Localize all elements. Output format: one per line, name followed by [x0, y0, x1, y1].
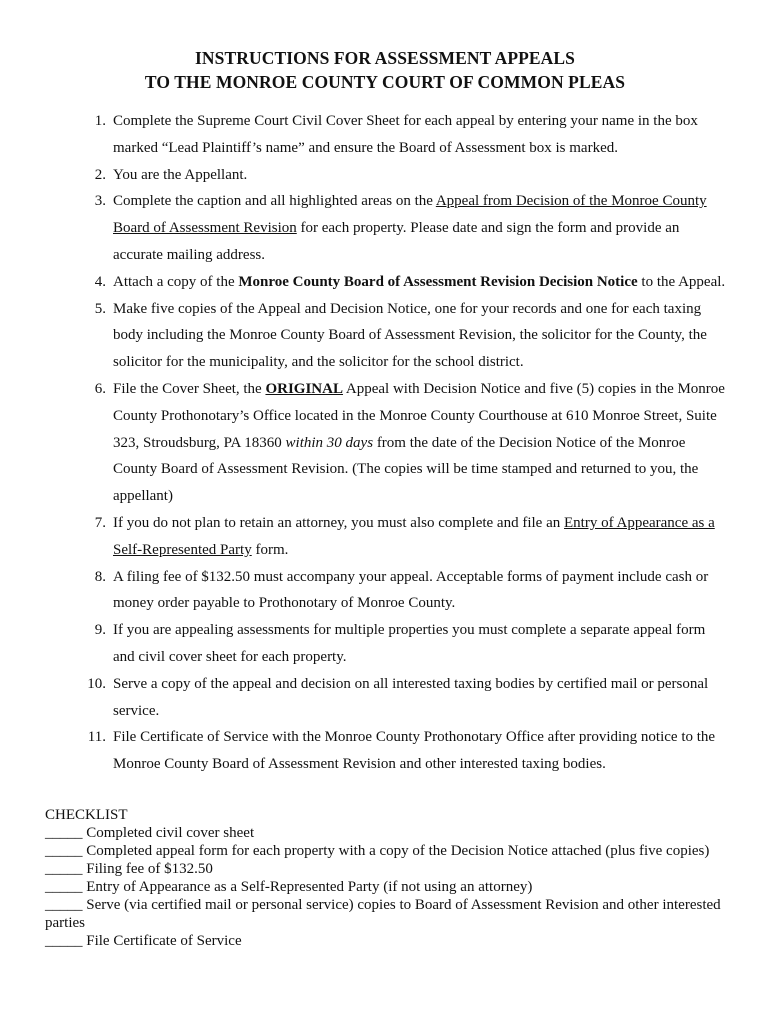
- checklist-item: [45, 932, 735, 950]
- checkbox-blank-line: _____: [45, 897, 83, 913]
- step-text: for each property. Please date and sign the form and provide an accurate mailing address.: [113, 220, 680, 263]
- instruction-step: [0, 108, 770, 162]
- checklist-item-text: Entry of Appearance as a Self-Represented Party (if not using an attorney): [86, 879, 533, 895]
- step-number: 5.: [94, 300, 106, 317]
- checklist-item: [45, 824, 735, 842]
- step-emphasis-text: Monroe County Board of Assessment Revision Decision Notice: [238, 273, 638, 290]
- page-title-line-2: TO THE MONROE COUNTY COURT OF COMMON PLEAS: [144, 72, 626, 92]
- page-title-line-1: INSTRUCTIONS FOR ASSESSMENT APPEALS: [194, 48, 576, 68]
- checklist-item-text: Serve (via certified mail or personal service) copies to Board of Assessment Revision and other interested parties: [45, 897, 721, 931]
- step-number: 7.: [94, 514, 106, 531]
- step-text: Make five copies of the Appeal and Decision Notice, one for your records and one for each taxing body including the Monroe County Board of Assessment Revision, the solicitor for the County, the solicitor for the municipality, and the solicitor for the school district.: [113, 300, 707, 371]
- instruction-step: [0, 296, 770, 376]
- checklist-item-text: Completed appeal form for each property with a copy of the Decision Notice attached (plus five copies): [86, 843, 710, 859]
- checklist-item-text: Completed civil cover sheet: [86, 825, 255, 841]
- instruction-step: [0, 188, 770, 268]
- checklist-item: [45, 878, 735, 896]
- instruction-step: [0, 376, 770, 510]
- step-text: Complete the caption and all highlighted areas on the: [113, 193, 436, 210]
- step-text: form.: [251, 541, 289, 558]
- step-number: 1.: [94, 113, 106, 129]
- step-number: 11.: [87, 729, 106, 746]
- step-text: If you are appealing assessments for multiple properties you must complete a separate appeal form and civil cover sheet for each property.: [113, 622, 706, 665]
- step-text: from the date of the Decision Notice of the Monroe County Board of Assessment Revision. (The copies will be time stamped and returned to you, the appellant): [113, 434, 699, 505]
- checkbox-blank-line: _____: [45, 861, 83, 877]
- step-number: 6.: [94, 380, 106, 397]
- step-text: File the Cover Sheet, the: [113, 380, 266, 397]
- checklist-item-text: File Certificate of Service: [86, 933, 242, 949]
- step-text: Complete the Supreme Court Civil Cover Sheet for each appeal by entering your name in the box marked “Lead Plaintiff’s name” and ensure the Board of Assessment box is marked.: [113, 113, 698, 156]
- step-number: 2.: [94, 166, 106, 183]
- instruction-steps-list: [0, 108, 770, 778]
- instruction-step: [0, 671, 770, 725]
- step-text: A filing fee of $132.50 must accompany your appeal. Acceptable forms of payment include cash or money order payable to Prothonotary of Monroe County.: [113, 568, 709, 612]
- instruction-step: [0, 510, 770, 564]
- instruction-step: [0, 617, 770, 671]
- checklist-item-text: Filing fee of $132.50: [86, 861, 213, 877]
- checklist-items: [45, 824, 735, 950]
- checklist-item: [45, 860, 735, 878]
- checklist-heading: CHECKLIST: [45, 807, 128, 823]
- step-text: You are the Appellant.: [113, 166, 248, 183]
- checkbox-blank-line: _____: [45, 843, 83, 859]
- step-number: 4.: [94, 273, 106, 290]
- step-text: to the Appeal.: [637, 273, 726, 290]
- step-number: 3.: [94, 193, 106, 210]
- step-text: If you do not plan to retain an attorney, you must also complete and file an: [113, 514, 564, 531]
- checkbox-blank-line: _____: [45, 933, 83, 949]
- step-emphasis-text: within 30 days: [285, 434, 374, 451]
- checklist: [45, 806, 735, 950]
- step-text: File Certificate of Service with the Monroe County Prothonotary Office after providing notice to the Monroe County Board of Assessment Revision and other interested taxing bodies.: [113, 729, 716, 773]
- step-number: 9.: [94, 622, 106, 639]
- step-text: Attach a copy of the: [113, 273, 239, 290]
- instruction-step: [0, 162, 770, 189]
- checklist-item: [45, 842, 735, 860]
- step-emphasis-text: Entry of Appearance as a Self-Represented Party: [113, 514, 715, 558]
- checkbox-blank-line: _____: [45, 879, 83, 895]
- instruction-step: [0, 269, 770, 296]
- instruction-step: [0, 724, 770, 778]
- instruction-step: [0, 564, 770, 618]
- step-emphasis-text: ORIGINAL: [265, 380, 343, 397]
- checkbox-blank-line: _____: [45, 825, 83, 841]
- step-text: Serve a copy of the appeal and decision on all interested taxing bodies by certified mail or personal service.: [113, 675, 709, 719]
- step-number: 10.: [87, 675, 106, 692]
- step-text: Appeal with Decision Notice and five (5) copies in the Monroe County Prothonotary’s Office located in the Monroe County Courthouse at 610 Monroe Street, Suite 323, Stroudsburg, PA 18360: [113, 380, 725, 451]
- step-number: 8.: [94, 568, 106, 585]
- checklist-item: [45, 896, 735, 932]
- step-emphasis-text: Appeal from Decision of the Monroe County Board of Assessment Revision: [113, 193, 707, 237]
